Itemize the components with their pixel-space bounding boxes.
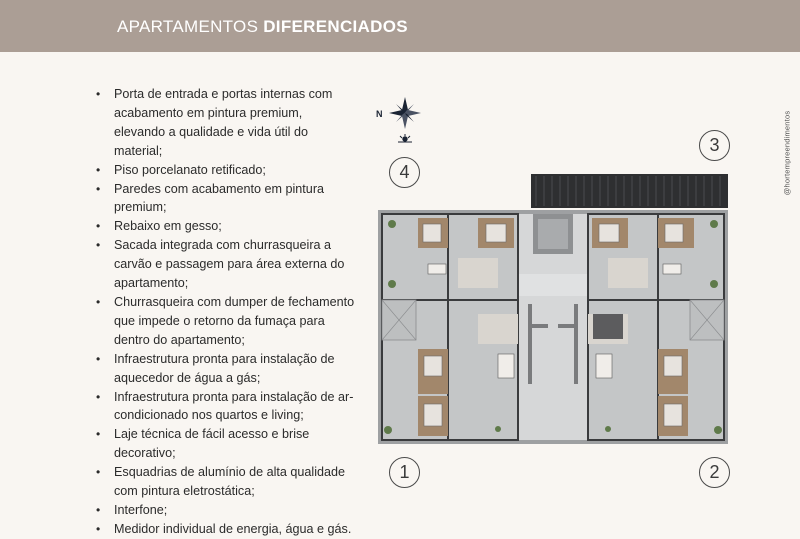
title-light: APARTAMENTOS (117, 17, 259, 36)
feature-item: • Paredes com acabamento em pintura premium; (96, 181, 325, 215)
unit-number-3: 3 (699, 130, 730, 161)
feature-item: • Sacada integrada com churrasqueira a carvão e passagem para área externa do apartamento; (96, 238, 345, 291)
bullet-icon: • (96, 389, 101, 404)
title-bold: DIFERENCIADOS (263, 17, 408, 36)
bullet-icon: • (96, 238, 101, 253)
feature-item: • Medidor individual de energia, água e gás. (96, 520, 356, 539)
feature-item: • Churrasqueira com dumper de fechamento que impede o retorno da fumaça para dentro do apartamento; (96, 294, 355, 347)
bullet-icon: • (96, 465, 101, 480)
feature-item: • Infraestrutura pronta para instalação de aquecedor de água a gás; (96, 351, 335, 385)
feature-item: • Interfone; (96, 501, 356, 520)
page-title (117, 17, 408, 37)
compass-north-label: N (376, 109, 383, 119)
bullet-icon: • (96, 427, 101, 442)
bullet-icon: • (96, 502, 101, 517)
unit-number-4: 4 (389, 157, 420, 188)
feature-item: • Infraestrutura pronta para instalação de ar-condicionado nos quartos e living; (96, 389, 354, 423)
bullet-icon: • (96, 219, 101, 234)
social-handle (781, 108, 793, 198)
bullet-icon: • (96, 87, 101, 101)
unit-number-1: 1 (389, 457, 420, 488)
bullet-icon: • (96, 351, 101, 366)
unit-number-2: 2 (699, 457, 730, 488)
header-bar (0, 0, 800, 52)
feature-item: • Porta de entrada e portas internas com acabamento em pintura premium, elevando a qualidade e vida útil do material; (96, 87, 333, 158)
features-list (96, 85, 356, 539)
bullet-icon: • (96, 294, 101, 309)
feature-item: • Laje técnica de fácil acesso e brise decorativo; (96, 427, 310, 461)
floor-plan-image (378, 174, 728, 444)
bullet-icon: • (96, 162, 101, 177)
feature-item: • Esquadrias de alumínio de alta qualidade com pintura eletrostática; (96, 465, 346, 499)
bullet-icon: • (96, 521, 101, 536)
compass-rose-icon (376, 95, 424, 145)
social-handle-text: @hortempreendimentos (782, 110, 792, 196)
feature-item: • Rebaixo em gesso; (96, 217, 356, 236)
bullet-icon: • (96, 181, 101, 196)
feature-item: • Piso porcelanato retificado; (96, 161, 356, 180)
